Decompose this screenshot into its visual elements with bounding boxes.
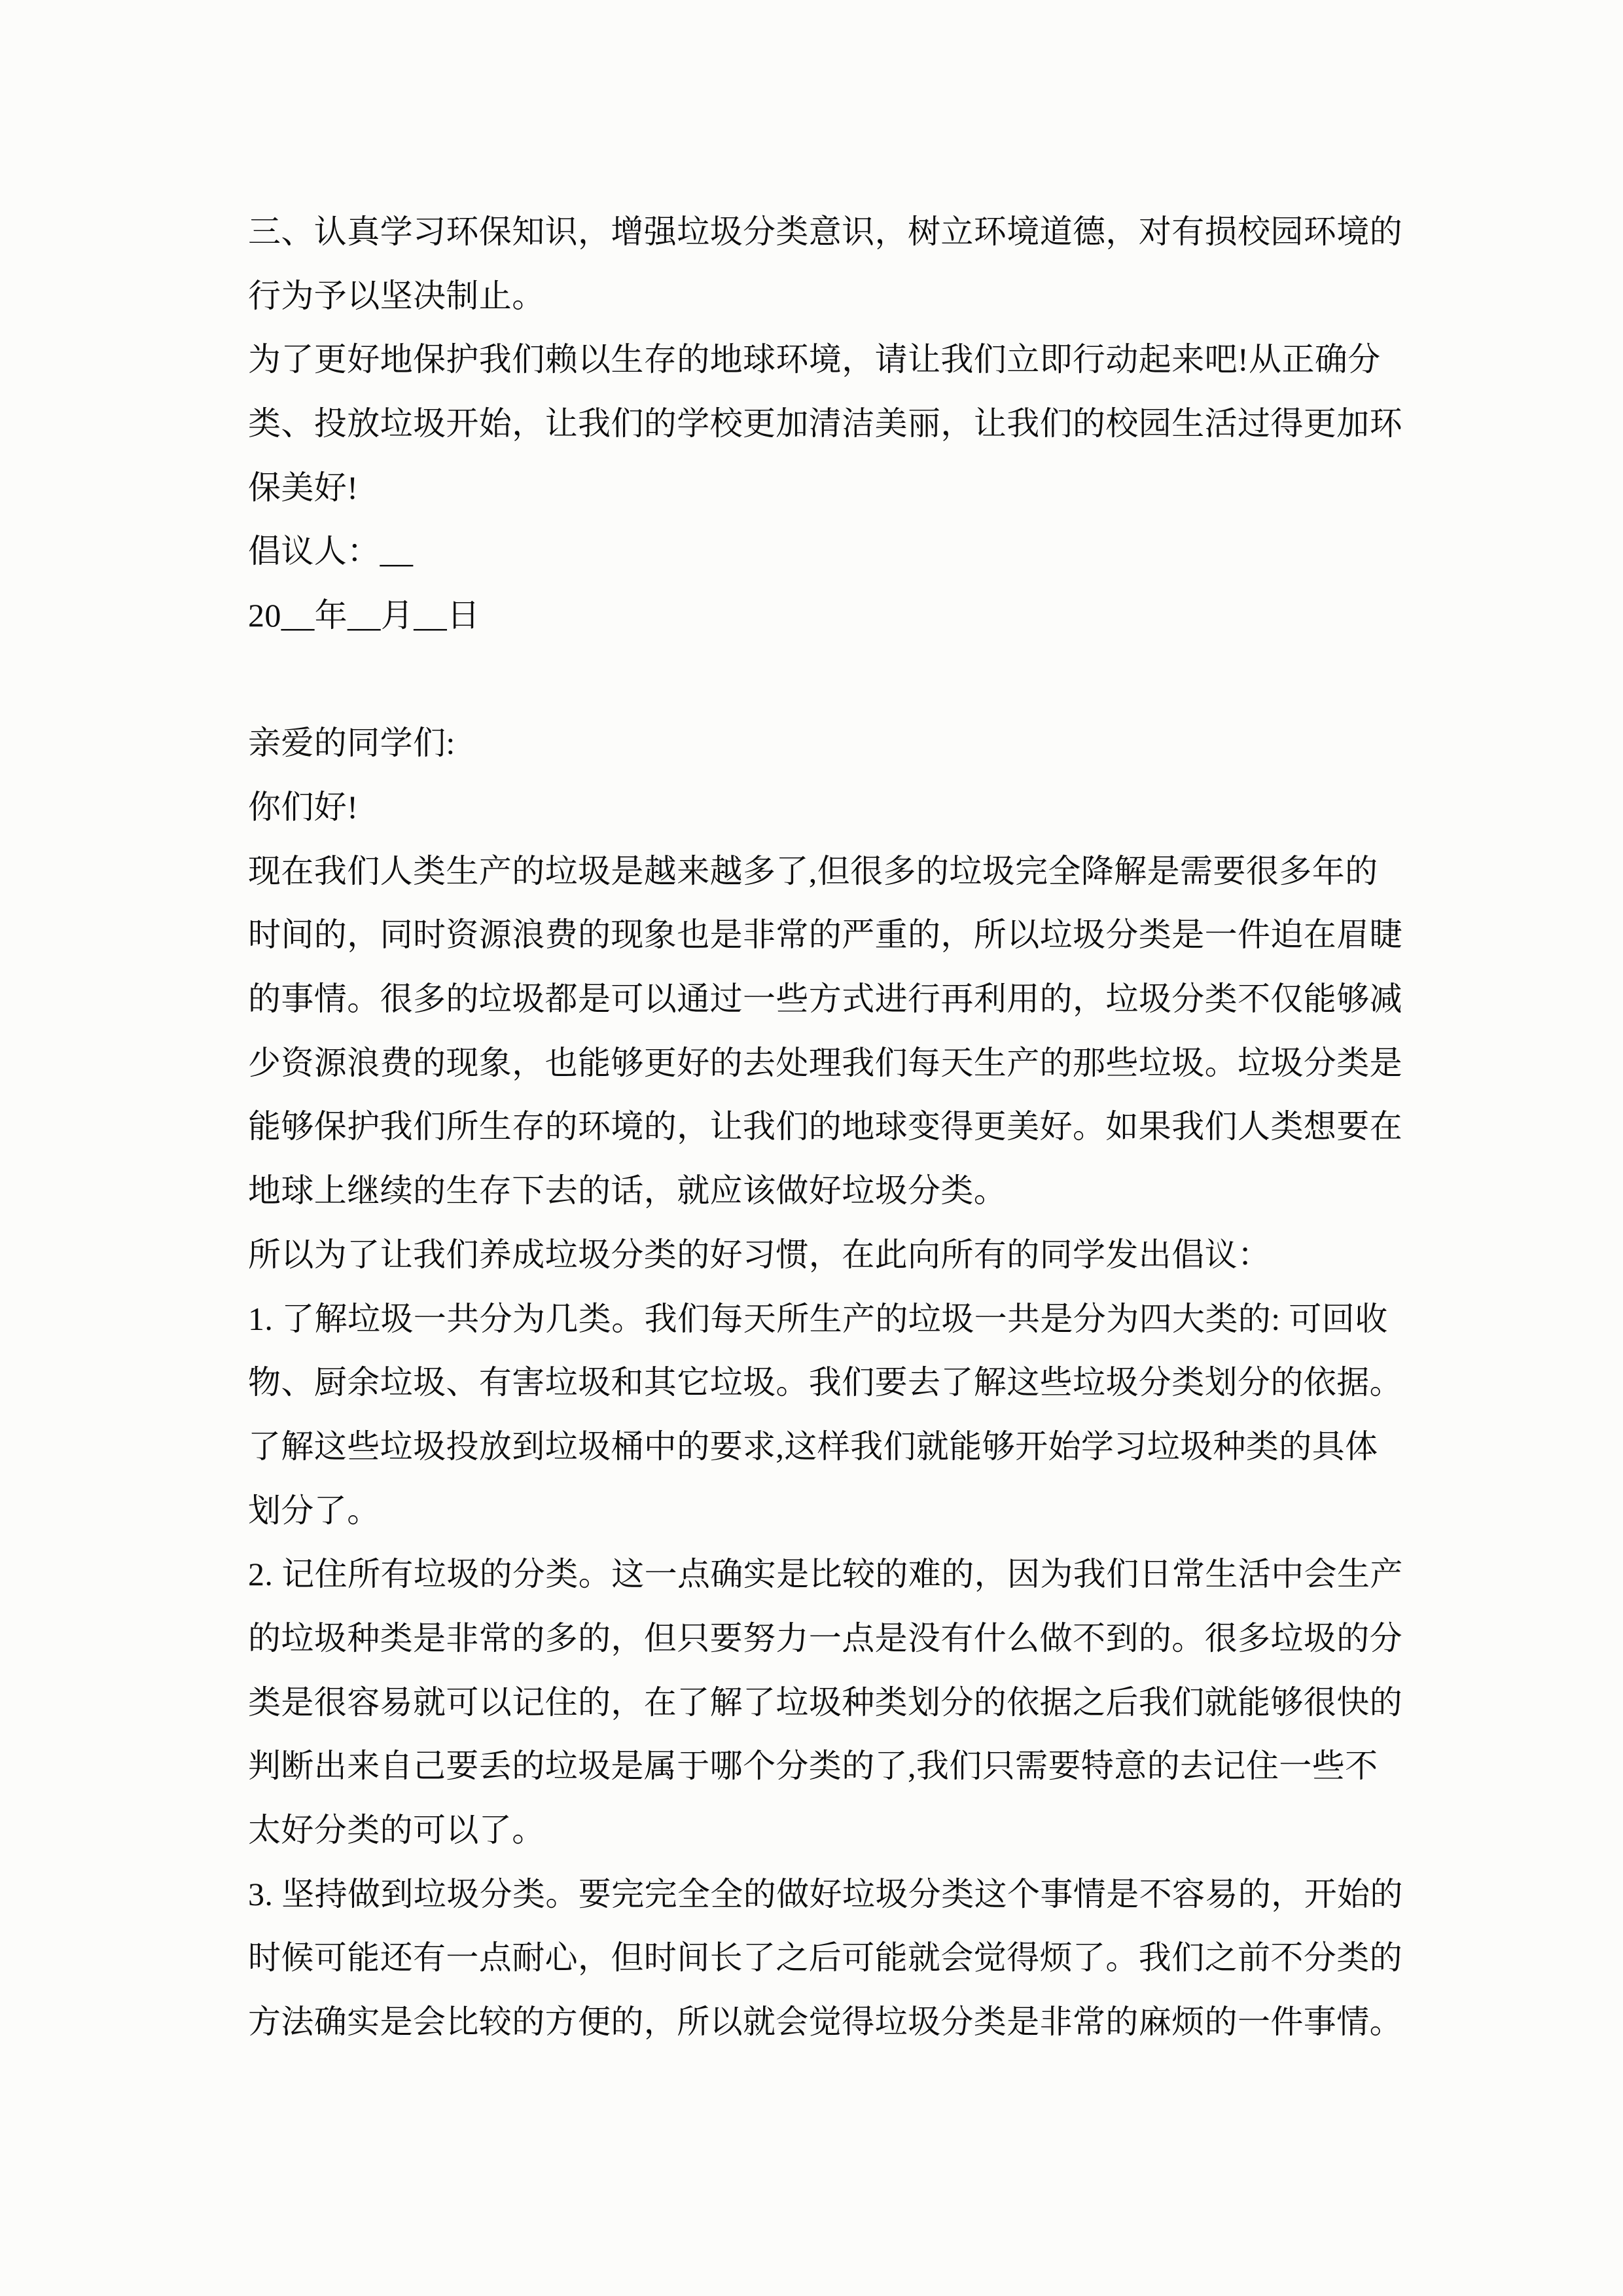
text-line: 类、投放垃圾开始，让我们的学校更加清洁美丽，让我们的校园生活过得更加环 xyxy=(248,404,1402,442)
text-line: 的垃圾种类是非常的多的，但只要努力一点是没有什么做不到的。很多垃圾的分 xyxy=(248,1619,1402,1657)
text-line: 太好分类的可以了。 xyxy=(248,1812,545,1849)
blank-line xyxy=(248,645,1439,709)
text-line: 了解这些垃圾投放到垃圾桶中的要求,这样我们就能够开始学习垃圾种类的具体 xyxy=(248,1427,1378,1465)
text-line: 时候可能还有一点耐心，但时间长了之后可能就会觉得烦了。我们之前不分类的 xyxy=(248,1939,1402,1977)
text-line: 2. 记住所有垃圾的分类。这一点确实是比较的难的，因为我们日常生活中会生产 xyxy=(248,1556,1403,1593)
text-line: 为了更好地保护我们赖以生存的地球环境，请让我们立即行动起来吧!从正确分 xyxy=(248,341,1381,378)
text-line: 亲爱的同学们: xyxy=(248,725,455,762)
text-line: 时间的，同时资源浪费的现象也是非常的严重的，所以垃圾分类是一件迫在眉睫 xyxy=(248,916,1402,954)
text-line: 20__年__月__日 xyxy=(248,596,480,634)
text-line: 少资源浪费的现象，也能够更好的去处理我们每天生产的那些垃圾。垃圾分类是 xyxy=(248,1044,1402,1081)
text-line: 现在我们人类生产的垃圾是越来越多了,但很多的垃圾完全降解是需要很多年的 xyxy=(248,852,1378,889)
text-line: 所以为了让我们养成垃圾分类的好习惯，在此向所有的同学发出倡议： xyxy=(248,1236,1271,1273)
text-line: 三、认真学习环保知识，增强垃圾分类意识，树立环境道德，对有损校园环境的 xyxy=(248,213,1402,250)
text-line: 行为予以坚决制止。 xyxy=(248,277,545,314)
text-line: 类是很容易就可以记住的，在了解了垃圾种类划分的依据之后我们就能够很快的 xyxy=(248,1683,1402,1721)
text-line: 物、厨余垃圾、有害垃圾和其它垃圾。我们要去了解这些垃圾分类划分的依据。 xyxy=(248,1364,1402,1401)
text-line: 划分了。 xyxy=(248,1492,380,1529)
letter-body xyxy=(248,197,1439,2051)
text-line: 保美好! xyxy=(248,469,359,506)
text-line: 地球上继续的生存下去的话，就应该做好垃圾分类。 xyxy=(248,1172,1007,1210)
text-line: 的事情。很多的垃圾都是可以通过一些方式进行再利用的，垃圾分类不仅能够减 xyxy=(248,980,1402,1018)
text-line: 倡议人：__ xyxy=(248,533,414,570)
text-line: 3. 坚持做到垃圾分类。要完完全全的做好垃圾分类这个事情是不容易的，开始的 xyxy=(248,1875,1403,1912)
text-line: 能够保护我们所生存的环境的，让我们的地球变得更美好。如果我们人类想要在 xyxy=(248,1108,1402,1145)
text-line: 1. 了解垃圾一共分为几类。我们每天所生产的垃圾一共是分为四大类的: 可回收 xyxy=(248,1300,1388,1337)
text-line: 判断出来自己要丢的垃圾是属于哪个分类的了,我们只需要特意的去记住一些不 xyxy=(248,1748,1378,1785)
text-line: 你们好! xyxy=(248,789,359,826)
text-line: 方法确实是会比较的方便的，所以就会觉得垃圾分类是非常的麻烦的一件事情。 xyxy=(248,2003,1402,2041)
